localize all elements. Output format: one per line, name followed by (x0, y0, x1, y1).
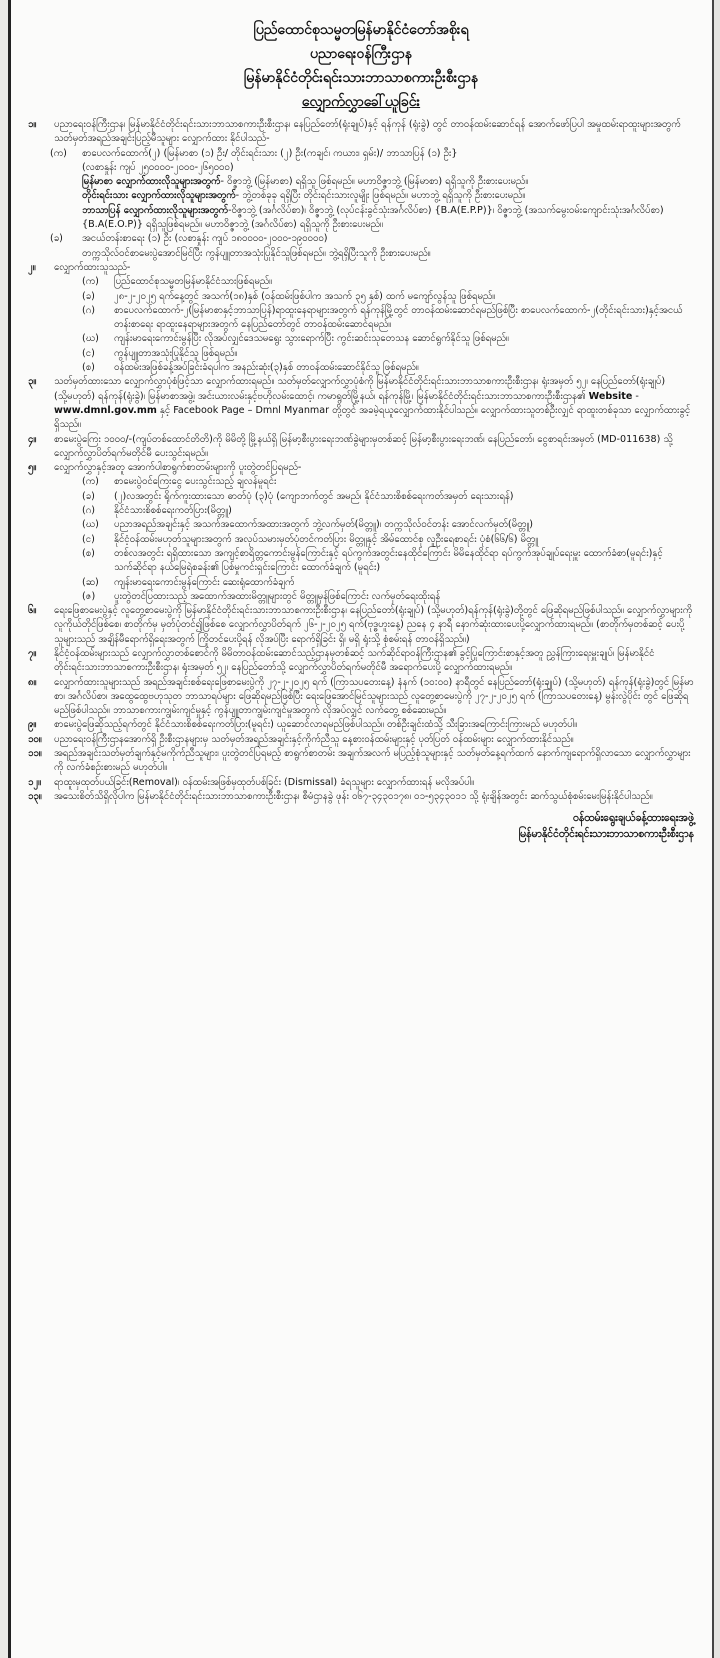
paragraph-number: ၇။ (28, 647, 37, 659)
position-a-req-translator (28, 204, 694, 233)
paragraph-number: ၃။ (28, 376, 37, 388)
ministry-title: ပညာရေးဝန်ကြီးဌာန (310, 46, 412, 62)
item-letter: (ဆ) (82, 576, 99, 588)
signature-department: မြန်မာနိုင်ငံတိုင်းရင်းသားဘာသာစကားဦးစီးဌာန (518, 828, 694, 841)
req-label: တိုင်းရင်းသား လျှောက်ထားလိုသူများအတွက် (82, 190, 236, 202)
list-item (28, 290, 694, 304)
department-title: မြန်မာနိုင်ငံတိုင်းရင်းသားဘာသာစကားဦးစီးဌာန (243, 70, 479, 86)
list-item (28, 347, 694, 361)
paragraph-7 (28, 647, 694, 676)
paragraph-10 (28, 733, 694, 747)
paragraph-number: ၆။ (28, 605, 37, 617)
paragraph-1 (28, 118, 694, 147)
item-text: နိုင်ငံသားစိစစ်ရေးကတ်ပြား(မိတ္တူ) (114, 505, 232, 517)
page-right-edge (712, 0, 720, 1658)
item-letter: (က) (50, 147, 67, 159)
paragraph-text: အရည်အချင်းသတ်မှတ်ချက်နှင့်မကိုက်ညီသူများ၊ ပူးတွဲတင်ပြရမည့် စာရွက်စာတမ်း အချက်အလက် မပြည့်စုံသူများနှင့် သတ်မှတ်နေ့ရက်ထက် နောက်ကျရောက်ရှိလာသော လျှောက်လွှာများကို လက်ခံစဉ်းစားမည် မဟုတ်ပါ။ (54, 748, 691, 774)
item-letter: (ဇ) (82, 590, 96, 602)
item-text: ကျန်းမာရေးကောင်းမွန်ကြောင်း ဆေးရုံထောက်ခံချက် (114, 576, 295, 588)
government-title: ပြည်ထောင်စုသမ္မတမြန်မာနိုင်ငံတော်အစိုးရ (253, 22, 469, 38)
req-label: ဘာသာပြန် လျှောက်ထားလိုသူများအတွက် (82, 204, 229, 216)
paragraph-number: ၂။ (28, 261, 36, 273)
item-letter: (ခ) (82, 290, 95, 302)
req-label: မြန်မာစာ လျှောက်ထားလိုသူများအတွက် (82, 176, 221, 188)
paragraph-13 (28, 790, 694, 804)
paragraph-number: ၁၁။ (28, 748, 42, 760)
req-text: - ဝိဇ္ဇာဘွဲ့ (မြန်မာစာ) ရရှိသူ ဖြစ်ရမည်။ မဟာဝိဇ္ဇာဘွဲ့ (မြန်မာစာ) ရရှိသူကို ဦးစားပေးမည်။ (220, 176, 529, 188)
paragraph-text: လျှောက်လွှာနှင့်အတူ အောက်ပါစာရွက်စာတမ်းများကို ပူးတွဲတင်ပြရမည်- (54, 462, 302, 474)
paragraph-5 (28, 461, 694, 475)
item-text: ကျန်းမာရေးကောင်းမွန်ပြီး လိုအပ်လျှင်ဒေသမရွေး သွားရောက်ပြီး ကွင်းဆင်းသုတေသန ဆောင်ရွက်နိုင်သူ ဖြစ်ရမည်။ (114, 333, 509, 345)
signature-block (28, 810, 694, 842)
page-left-edge (0, 0, 11, 1658)
paragraph-8 (28, 676, 694, 719)
item-letter: (က) (82, 276, 99, 288)
req-text: - ဘွဲ့တစ်ခုခု ရရှိပြီး တိုင်းရင်းသားလူမျိုး ဖြစ်ရမည်။ မဟာဘွဲ့ ရရှိသူကို ဦးစားပေးမည်။ (235, 190, 526, 202)
position-a-req-ethnic (28, 189, 694, 203)
list-item (28, 275, 694, 289)
item-text: ကွန်ပျူတာအသုံးပြုနိုင်သူ ဖြစ်ရမည်။ (114, 347, 238, 359)
paragraph-11 (28, 747, 694, 776)
paragraph-number: ၁၀။ (28, 733, 42, 745)
item-text: ပညာအရည်အချင်းနှင့် အသက်အထောက်အထားအတွက် ဘွဲ့လက်မှတ်(မိတ္တူ)၊ တက္ကသိုလ်ဝင်တန်း အောင်လက်မှတ်(မိတ္တူ) (114, 519, 533, 531)
paragraph-text: ပညာရေးဝန်ကြီးဌာနအောက်ရှိ ဦးစီးဌာနများမှ သတ်မှတ်အရည်အချင်းနှင့်ကိုက်ညီသူ နေ့စားဝန်ထမ်းများနှင့် ပုတ်ပြတ် ဝန်ထမ်းများ လျှောက်ထားနိုင်သည်။ (54, 733, 574, 745)
paragraph-number: ၄။ (28, 433, 37, 445)
list-item (28, 304, 694, 333)
position-b-title: အငယ်တန်းစာရေး (၁) ဦး (လစာနှုန်း ကျပ် ၁၈၀၀၀၀-၂၀၀၀-၁၉၀၀၀၀) (82, 233, 328, 245)
paragraph-number: ၁။ (28, 119, 37, 130)
paragraph-number: ၁၂။ (28, 776, 42, 788)
announcement-body (28, 118, 694, 804)
list-item (28, 361, 694, 375)
position-a-req-myanmar (28, 175, 694, 189)
paragraph-number: ၉။ (28, 719, 37, 731)
signature-committee: ဝန်ထမ်းရွေးချယ်ခန့်ထားရေးအဖွဲ့ (572, 812, 694, 825)
paragraph-9 (28, 718, 694, 732)
list-item (28, 590, 694, 604)
paragraph-4 (28, 433, 694, 462)
paragraph-text: လျှောက်ထားသူများသည် အရည်အချင်းစစ်ရေးဖြေစာမေးပွဲကို ၂၇-၂-၂၀၂၅ ရက် (ကြာသပတေးနေ့) နံနက် (၁၀:၀၀) နာရီတွင် နေပြည်တော်(ရုံးချုပ်) (သို့မဟုတ်) ရန်ကုန်(ရုံးခွဲ)တွင် မြန်မာစာ၊ အင်္ဂလိပ်စာ၊ အထွေထွေဗဟုသုတ ဘာသာရပ်များ ဖြေဆိုရမည်ဖြစ်ပြီး ရေးဖြေအောင်မြင်သူများသည် လူတွေ့စာမေးပွဲကို ၂၇-၂-၂၀၂၅ ရက် (ကြာသပတေးနေ့) မွန်းလွဲပိုင်း တွင် ဖြေဆိုရမည်ဖြစ်ပါသည်။ ဘာသာစကားကျွမ်းကျင်မှုနှင့် ကွန်ပျူတာကျွမ်းကျင်မှုအတွက် လိုအပ်လျှင် လက်တွေ့ စစ်ဆေးမည်။ (54, 676, 694, 717)
item-letter: (ဃ) (82, 519, 99, 531)
list-item (28, 576, 694, 590)
paragraph-text: စာမေးပွဲကြေး ၁၀၀၀/-(ကျပ်တစ်ထောင်တိတိ)ကို မိမိတို့ မြို့နယ်ရှိ မြန်မာ့စီးပွားရေးဘဏ်ခွဲများမှတစ်ဆင့် မြန်မာ့စီးပွားရေးဘဏ်၊ နေပြည်တော်၊ ငွေစာရင်းအမှတ် (MD-011638) သို့ လျှောက်လွှာပိတ်ရက်မတိုင်မီ ပေးသွင်းရမည်။ (54, 433, 673, 459)
list-item (28, 332, 694, 346)
announcement (28, 18, 694, 842)
list-item (28, 547, 694, 576)
paragraph-text: ရေးဖြေစာမေးပွဲနှင့် လူတွေ့စာမေးပွဲကို မြန်မာနိုင်ငံတိုင်းရင်းသားဘာသာစကားဦးစီးဌာန၊ နေပြည်တော်(ရုံးချုပ်) (သို့မဟုတ်)ရန်ကုန်(ရုံးခွဲ)တို့တွင် ဖြေဆိုရမည်ဖြစ်ပါသည်။ လျှောက်လွှာများကို လူကိုယ်တိုင်ဖြစ်စေ၊ စာတိုက်မှ မှတ်ပုံတင်၍ဖြစ်စေ လျှောက်လွှာပိတ်ရက် ၂၆-၂-၂၀၂၅ ရက်(ဗုဒ္ဓဟူးနေ့) ညနေ ၄ နာရီ နောက်ဆုံးထားပေးပို့လျှောက်ထားရမည်။ (စာတိုက်မှတစ်ဆင့် ပေးပို့သူများသည် အချိန်မီရောက်ရှိရေးအတွက် ကြိုတင်ပေးပို့ရန် လိုအပ်ပြီး ရောက်ရှိခြင်း ရှိ၊ မရှိ ရုံးသို့ စုံစမ်းရန် တာဝန်ရှိသည်။) (54, 605, 693, 645)
list-item (28, 504, 694, 518)
item-letter: (စ) (82, 547, 95, 559)
item-text: ၂၈-၂-၂၀၂၅ ရက်နေ့တွင် အသက်(၁၈)နှစ် (ဝန်ထမ်းဖြစ်ပါက အသက် ၃၅ နှစ်) ထက် မကျော်လွန်သူ ဖြစ်ရမည်။ (114, 290, 496, 302)
website-link[interactable]: www.dmnl.gov.mm (54, 404, 157, 416)
item-letter: (ခ) (82, 490, 95, 502)
paragraph-3 (28, 375, 694, 432)
list-item (28, 518, 694, 532)
item-letter: (ဃ) (82, 333, 99, 345)
paragraph-text: ရာထူးမှထုတ်ပယ်ခြင်း(Removal)၊ ဝန်ထမ်းအဖြစ်မှထုတ်ပစ်ခြင်း (Dismissal) ခံရသူများ လျှောက်ထားရန် မလိုအပ်ပါ။ (54, 776, 475, 788)
list-item (28, 490, 694, 504)
application-form-text: သတ်မှတ်ထားသော လျှောက်လွှာပုံစံဖြင့်သာ လျှောက်ထားရမည်။ သတ်မှတ်လျှောက်လွှာပုံစံကို မြန်မာနိုင်ငံတိုင်းရင်းသားဘာသာစကားဦးစီးဌာန၊ ရုံးအမှတ် ၅၂၊ နေပြည်တော်(ရုံးချုပ်) (သို့မဟုတ်) ရန်ကုန်(ရုံးခွဲ)၊ မြန်မာစာအဖွဲ့၊ အင်းယားလမ်းနှင့်ဗဟိုလမ်းထောင့်၊ ကမာရွတ်မြို့နယ်၊ ရန်ကုန်မြို့၊ မြန်မာနိုင်ငံတိုင်းရင်းသားဘာသာစကားဦးစီးဌာန၏ (54, 376, 666, 402)
item-text: ပူးတွဲတင်ပြထားသည့် အထောက်အထားမိတ္တူများတွင် မိတ္တူမှန်ဖြစ်ကြောင်း လက်မှတ်ရေးထိုးရန် (114, 590, 441, 602)
item-letter: (ဂ) (82, 505, 95, 517)
item-text: စာပေလက်ထောက်-၂(မြန်မာစာနှင့်ဘာသာပြန်)ရာထူးနေရာများအတွက် ရန်ကုန်မြို့တွင် တာဝန်ထမ်းဆောင်ရမည်ဖြစ်ပြီး စာပေလက်ထောက်-၂(တိုင်းရင်းသား)နှင့်အငယ်တန်းစာရေး ရာထူးနေရာများအတွက် နေပြည်တော်တွင် တာဝန်ထမ်းဆောင်ရမည်။ (114, 304, 683, 331)
one-position-text: လျှောက်ထားသူတစ်ဦးလျှင် ရာထူးတစ်ခုသာ လျှောက်ထားခွင့်ရှိသည်။ (54, 404, 691, 431)
req-text: -ဝိဇ္ဇာဘွဲ့ (အင်္ဂလိပ်စာ)၊ ဝိဇ္ဇာဘွဲ့ (လုပ်ငန်းခွင်သုံးအင်္ဂလိပ်စာ) {B.A(E.P.P)}၊ ဝိဇ္ဇာဘွဲ့ (အသက်မွေးဝမ်းကျောင်းသုံးအင်္ဂလိပ်စာ) {B.A(E.O.P)} ရရှိသူဖြစ်ရမည်။ မဟာဝိဇ္ဇာဘွဲ့ (အင်္ဂလိပ်စာ) ရရှိသူကို ဦးစားပေးမည်။ (82, 204, 664, 231)
position-b-requirement: တက္ကသိုလ်ဝင်စာမေးပွဲအောင်မြင်ပြီး ကွန်ပျူတာအသုံးပြုနိုင်သူဖြစ်ရမည်။ ဘွဲ့ရရှိပြီးသူကို ဦးစားပေးမည်။ (82, 247, 431, 259)
paragraph-text: အသေးစိတ်သိရှိလိုပါက မြန်မာနိုင်ငံတိုင်းရင်းသားဘာသာစကားဦးစီးဌာန၊ စီမံဌာနခွဲ ဖုန်း ၀၆၇-၃၄၃၀၁၇၈၊ ၀၁-၅၃၄၃၀၁၁ သို့ ရုံးချိန်အတွင်း ဆက်သွယ်စုံစမ်းမေးမြန်းနိုင်ပါသည်။ (54, 790, 653, 802)
item-letter: (ခ) (50, 233, 63, 245)
position-a-salary: (လစာနှုန်း ကျပ် ၂၅၀၀၀၀-၂၀၀၀-၂၆၅၀၀၀) (82, 161, 234, 173)
paragraph-text: ပညာရေးဝန်ကြီးဌာန၊ မြန်မာနိုင်ငံတိုင်းရင်းသားဘာသာစကားဦးစီးဌာန၊ နေပြည်တော်(ရုံးချုပ်)နှင့် ရန်ကုန် (ရုံးခွဲ) တွင် တာဝန်ထမ်းဆောင်ရန် အောက်ဖော်ပြပါ အမှုထမ်းရာထူးများအတွက် သတ်မှတ်အရည်အချင်းပြည့်မီသူများ လျှောက်ထား နိုင်ပါသည်- (54, 119, 681, 145)
paragraph-number: ၈။ (28, 676, 37, 688)
announcement-header (28, 18, 694, 114)
item-letter: (ဂ) (82, 304, 95, 316)
paragraph-text: နိုင်ငံ့ဝန်ထမ်းများသည် လျှောက်လွှာတစ်စောင်ကို မိမိတာဝန်ထမ်းဆောင်သည့်ဌာနမှတစ်ဆင့် သက်ဆိုင်ရာဝန်ကြီးဌာန၏ ခွင့်ပြုကြောင်းစာနှင့်အတူ ညွှန်ကြားရေးမှူးချုပ်၊ မြန်မာနိုင်ငံတိုင်းရင်းသားဘာသာစကားဦးစီးဌာန၊ ရုံးအမှတ် ၅၂၊ နေပြည်တော်သို့ လျှောက်လွှာပိတ်ရက်မတိုင်မီ အရောက်ပေးပို့ လျှောက်ထားရမည်။ (54, 647, 655, 674)
item-letter: (င) (82, 533, 95, 545)
position-a (28, 147, 694, 161)
position-a-title: စာပေလက်ထောက်(၂) (မြန်မာစာ (၁) ဦး/ တိုင်းရင်းသား (၂) ဦး(ကချင်၊ ကယား၊ ရှမ်း)/ ဘာသာပြန် (၁) ဦး} (82, 147, 458, 159)
paragraph-12 (28, 776, 694, 790)
paragraph-2 (28, 261, 694, 275)
paragraph-6 (28, 604, 694, 647)
paragraph-text: သတ်မှတ်ထားသော လျှောက်လွှာပုံစံဖြင့်သာ လျှောက်ထားရမည်။ သတ်မှတ်လျှောက်လွှာပုံစံကို မြန်မာနိုင်ငံတိုင်းရင်းသားဘာသာစကားဦးစီးဌာန၊ ရုံးအမှတ် ၅၂၊ နေပြည်တော်(ရုံးချုပ်) (သို့မဟုတ်) ရန်ကုန်(ရုံးခွဲ)၊ မြန်မာစာအဖွဲ့၊ အင်းယားလမ်းနှင့်ဗဟိုလမ်းထောင့်၊ ကမာရွတ်မြို့နယ်၊ ရန်ကုန်မြို့၊ မြန်မာနိုင်ငံတိုင်းရင်းသားဘာသာစကားဦးစီးဌာန၏ Website - www.dmnl.gov.mm နှင့် Facebook Page – Dmnl Myanmar တို့တွင် အခမဲ့ရယူလျှောက်ထားနိုင်ပါသည်။ လျှောက်ထားသူတစ်ဦးလျှင် ရာထူးတစ်ခုသာ လျှောက်ထားခွင့်ရှိသည်။ (54, 376, 691, 431)
paragraph-number: ၅။ (28, 462, 37, 474)
item-text: စာမေးပွဲဝင်ကြေးငွေ ပေးသွင်းသည့် ချလန်မူရင်း (114, 476, 277, 488)
item-text: တစ်လအတွင်း ရရှိထားသော အကျင့်စာရိတ္တကောင်းမွန်ကြောင်းနှင့် ရပ်ကွက်အတွင်းနေထိုင်ကြောင်း မိမိနေထိုင်ရာ ရပ်ကွက်အုပ်ချုပ်ရေးမှူး ထောက်ခံစာ(မူရင်း)နှင့် သက်ဆိုင်ရာ နယ်မြေရဲစခန်း၏ ပြစ်မှုကင်းရှင်းကြောင်း ထောက်ခံချက် (မူရင်း) (114, 547, 663, 574)
paragraph-text: စာမေးပွဲဖြေဆိုသည့်ရက်တွင် နိုင်ငံသားစိစစ်ရေးကတ်ပြား(မူရင်း) ယူဆောင်လာရမည်ဖြစ်ပါသည်။ တစ်ဦးချင်းထံသို့ သီးခြားအကြောင်းကြားမည် မဟုတ်ပါ။ (54, 719, 578, 731)
list-item (28, 533, 694, 547)
paragraph-text: လျှောက်ထားသူသည်- (54, 261, 131, 273)
facebook-text: နှင့် Facebook Page – Dmnl Myanmar တို့တွင် အခမဲ့ရယူလျှောက်ထားနိုင်ပါသည်။ (159, 404, 478, 416)
item-letter: (စ) (82, 362, 95, 374)
notice-title: လျှောက်လွှာခေါ်ယူခြင်း (301, 94, 421, 110)
item-text: ပြည်ထောင်စုသမ္မတမြန်မာနိုင်ငံသားဖြစ်ရမည်။ (114, 276, 273, 288)
item-letter: (က) (82, 476, 99, 488)
item-text: ဝန်ထမ်းအဖြစ်ခန့်အပ်ခြင်းခံရပါက အနည်းဆုံး(၃)နှစ် တာဝန်ထမ်းဆောင်နိုင်သူ ဖြစ်ရမည်။ (114, 362, 419, 374)
item-text: နိုင်ငံ့ဝန်ထမ်းမဟုတ်သူများအတွက် အလုပ်သမားမှတ်ပုံတင်ကတ်ပြား မိတ္တူနှင့် အိမ်ထောင်စု လူဦးရေစာရင်း ပုံစံ(၆၆/၆) မိတ္တူ (114, 533, 539, 545)
paragraph-number: ၁၃။ (28, 790, 42, 802)
position-b (28, 232, 694, 246)
website-label: Website (588, 390, 633, 402)
item-letter: (င) (82, 347, 95, 359)
list-item (28, 475, 694, 489)
item-text: (၂)လအတွင်း ရိုက်ကူးထားသော ဓာတ်ပုံ (၃)ပုံ (ကျောဘက်တွင် အမည်၊ နိုင်ငံသားစိစစ်ရေးကတ်အမှတ် ရေးသားရန်) (114, 490, 514, 502)
